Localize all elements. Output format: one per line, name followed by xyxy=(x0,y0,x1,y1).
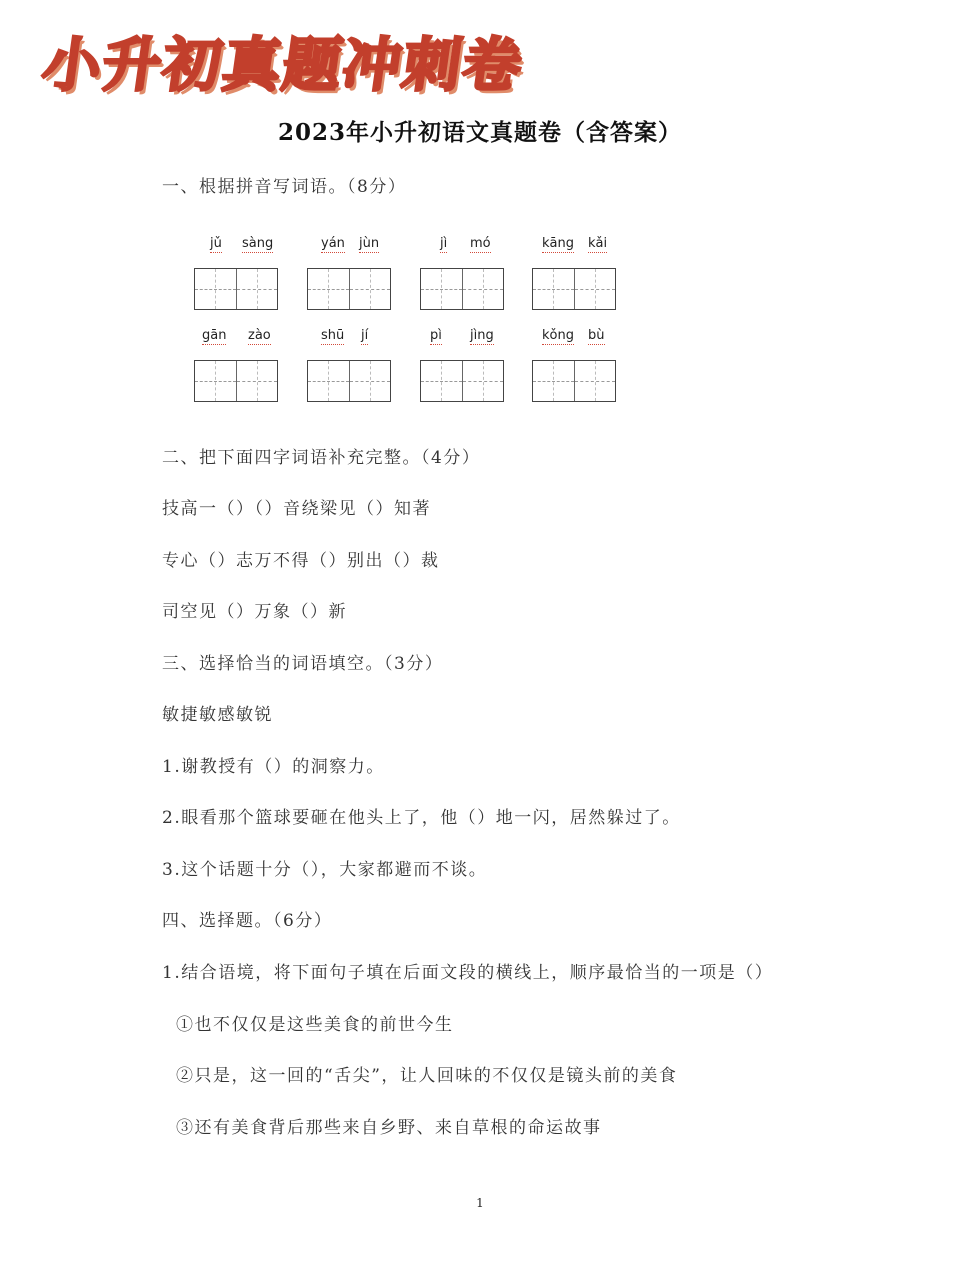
mc-option-3: ③还有美食背后那些来自乡野、来自草根的命运故事 xyxy=(176,1118,602,1138)
pinyin-syllable: gān xyxy=(202,328,227,343)
pinyin-syllable: zào xyxy=(248,328,271,343)
pinyin-syllable: shū xyxy=(321,328,345,343)
pinyin-syllable: pì xyxy=(430,328,442,343)
section-4-heading: 四、选择题。（6分） xyxy=(162,911,333,931)
pinyin-syllable: mó xyxy=(470,236,491,251)
mc-question-1: 1.结合语境，将下面句子填在后面文段的横线上，顺序最恰当的一项是（） xyxy=(162,963,774,983)
pinyin-syllable: kǒng xyxy=(542,328,574,343)
writing-grid[interactable] xyxy=(532,268,616,310)
mc-option-2: ②只是，这一回的“舌尖”，让人回味的不仅仅是镜头前的美食 xyxy=(176,1066,678,1086)
page-number: 1 xyxy=(476,1196,484,1210)
pinyin-syllable: sàng xyxy=(242,236,274,251)
choose-question-2: 2.眼看那个篮球要砸在他头上了，他（）地一闪，居然躲过了。 xyxy=(162,808,681,828)
writing-grid[interactable] xyxy=(307,360,391,402)
pinyin-syllable: jìng xyxy=(470,328,494,343)
banner-title: 小升初真题冲刺卷 xyxy=(38,31,528,99)
word-choices: 敏捷敏感敏锐 xyxy=(162,705,273,725)
pinyin-syllable: bù xyxy=(588,328,605,343)
writing-grid[interactable] xyxy=(194,360,278,402)
section-3-heading: 三、选择恰当的词语填空。（3分） xyxy=(162,654,444,674)
section-1-heading: 一、根据拼音写词语。（8分） xyxy=(162,177,407,197)
page-title: 2023年小升初语文真题卷（含答案） xyxy=(277,119,682,146)
writing-grid[interactable] xyxy=(194,268,278,310)
pinyin-syllable: jùn xyxy=(359,236,380,251)
mc-option-1: ①也不仅仅是这些美食的前世今生 xyxy=(176,1015,454,1035)
choose-question-1: 1.谢教授有（）的洞察力。 xyxy=(162,757,385,777)
writing-grid[interactable] xyxy=(532,360,616,402)
pinyin-syllable: jǔ xyxy=(210,236,222,251)
fill-item: 技高一（）（）音绕梁见（）知著 xyxy=(162,499,431,519)
section-2-heading: 二、把下面四字词语补充完整。（4分） xyxy=(162,448,481,468)
writing-grid[interactable] xyxy=(420,360,504,402)
writing-grid[interactable] xyxy=(420,268,504,310)
choose-question-3: 3.这个话题十分（），大家都避而不谈。 xyxy=(162,860,488,880)
fill-item: 司空见（）万象（）新 xyxy=(162,602,347,622)
pinyin-syllable: kǎi xyxy=(588,236,608,251)
pinyin-syllable: kāng xyxy=(542,236,574,251)
writing-grid[interactable] xyxy=(307,268,391,310)
pinyin-syllable: jì xyxy=(440,236,448,251)
pinyin-syllable: yán xyxy=(321,236,345,251)
fill-item: 专心（）志万不得（）别出（）裁 xyxy=(162,551,440,571)
pinyin-syllable: jí xyxy=(361,328,369,343)
